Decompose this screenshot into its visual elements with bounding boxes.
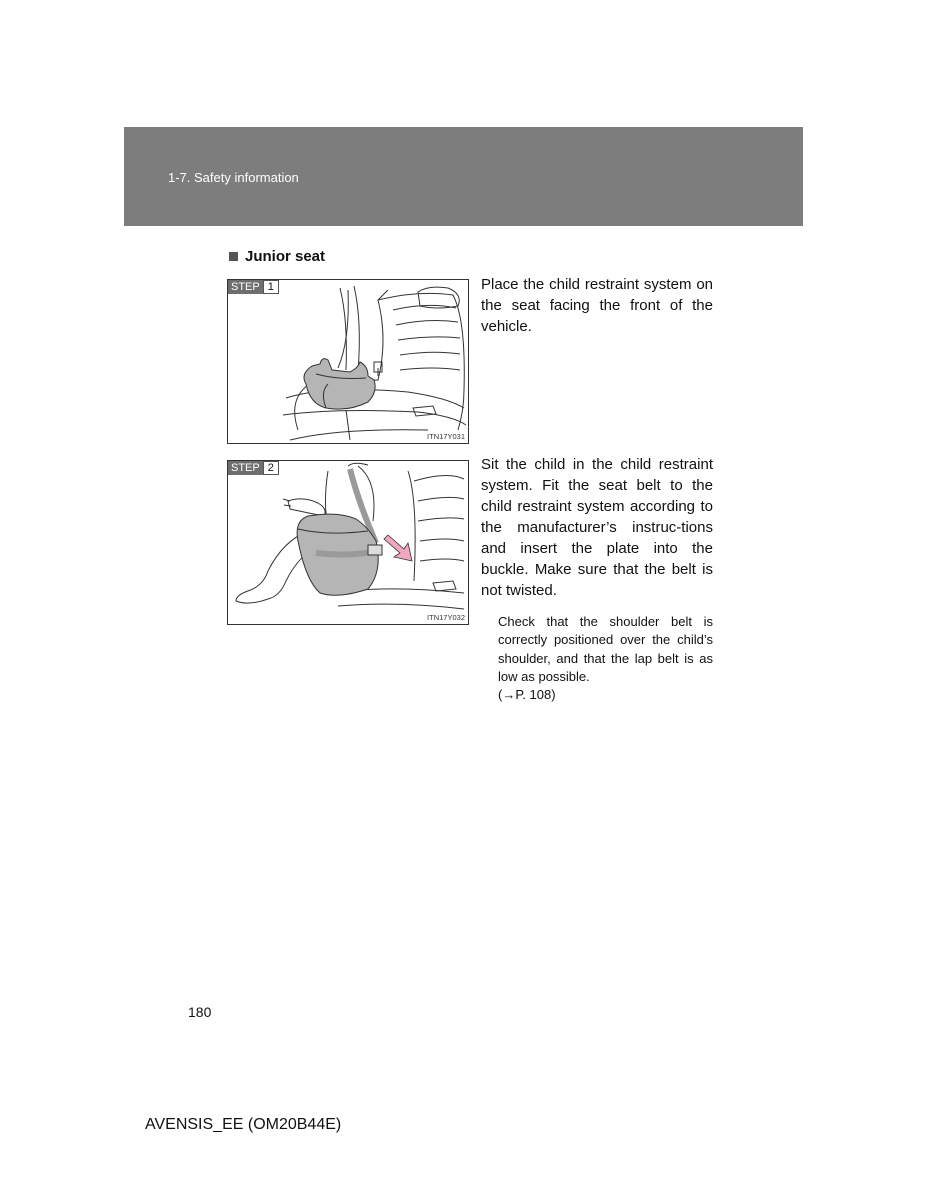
step2-label: STEP xyxy=(228,461,263,475)
step1-text: Place the child restraint system on the seat facing the front of the vehicle. xyxy=(481,276,713,335)
step1-illustration xyxy=(227,279,469,444)
insert-direction-arrow-icon xyxy=(384,535,412,561)
heading-text: Junior seat xyxy=(245,248,326,265)
step1-label: STEP xyxy=(228,280,263,294)
step2-badge xyxy=(228,461,279,475)
document-code: AVENSIS_EE (OM20B44E) xyxy=(145,1116,342,1133)
child-in-junior-seat-drawing xyxy=(228,461,468,624)
section-title: 1-7. Safety information xyxy=(168,170,299,185)
junior-seat-on-rear-seat-drawing xyxy=(228,280,468,443)
page-number: 180 xyxy=(188,1004,212,1020)
step2-image-code: ITN17Y032 xyxy=(427,613,465,622)
step1-image-code: ITN17Y031 xyxy=(427,432,465,441)
step2-illustration xyxy=(227,460,469,625)
section-heading xyxy=(229,248,325,265)
note-text: Check that the shoulder belt is correctly positioned over the child’s shoulder, and that the lap belt is as low as possible. xyxy=(498,614,713,684)
step2-text: Sit the child in the child restraint system. Fit the seat belt to the child restraint system according to the manufacturer’s instruc-tions and insert the plate into the buckle. Make sure that the belt is not twisted. xyxy=(481,456,713,599)
header-band xyxy=(124,127,803,226)
page-reference-link[interactable]: (→P. 108) xyxy=(498,687,556,703)
square-bullet-icon xyxy=(229,252,238,261)
step2-number: 2 xyxy=(263,461,279,475)
note-block xyxy=(498,613,713,704)
step1-badge xyxy=(228,280,279,294)
step1-number: 1 xyxy=(263,280,279,294)
